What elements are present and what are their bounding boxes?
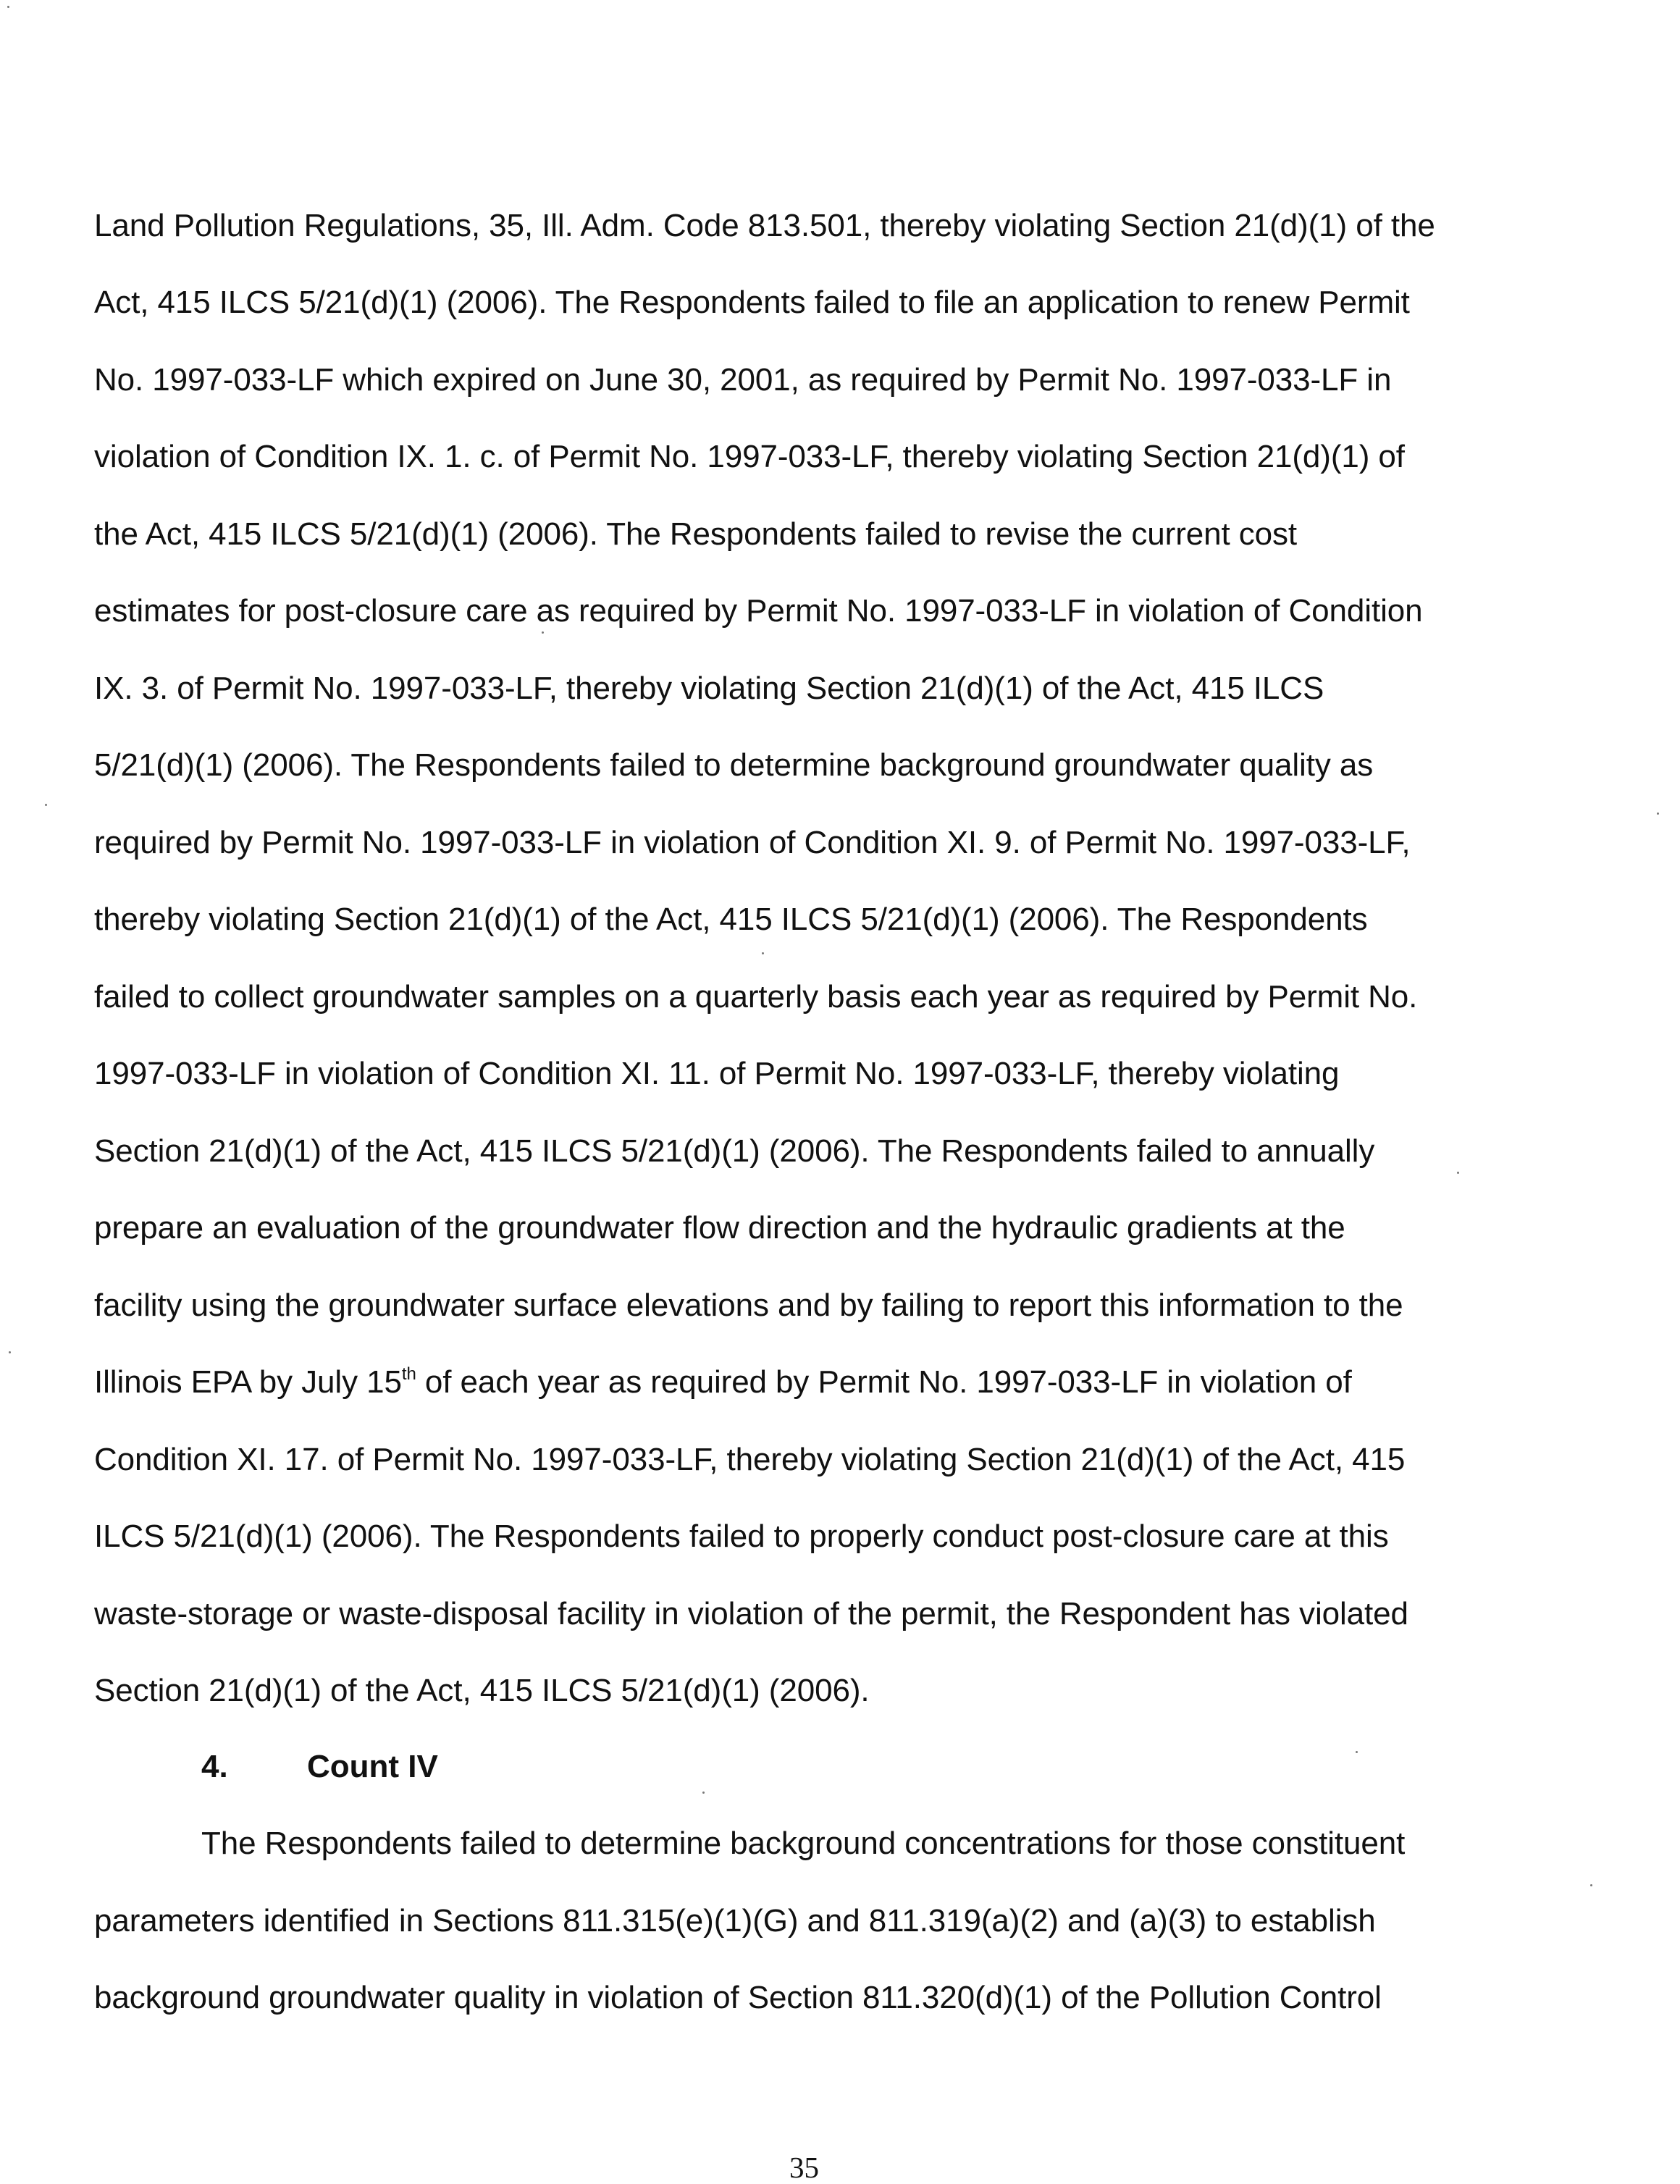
- paragraph-line: No. 1997-033-LF which expired on June 30, 2001, as required by Permit No. 1997-033-LF in: [94, 362, 1392, 398]
- count-iv-paragraph-line: parameters identified in Sections 811.315(e)(1)(G) and 811.319(a)(2) and (a)(3) to establish: [94, 1903, 1376, 1939]
- paragraph-line: ILCS 5/21(d)(1) (2006). The Respondents failed to properly conduct post-closure care at this: [94, 1519, 1389, 1554]
- scan-speck: [1356, 1751, 1358, 1753]
- paragraph-line: 1997-033-LF in violation of Condition XI. 11. of Permit No. 1997-033-LF, thereby violating: [94, 1056, 1340, 1091]
- paragraph-line: required by Permit No. 1997-033-LF in violation of Condition XI. 9. of Permit No. 1997-033-LF,: [94, 825, 1411, 860]
- paragraph-line: waste-storage or waste-disposal facility in violation of the permit, the Respondent has violated: [94, 1596, 1408, 1631]
- paragraph-line: IX. 3. of Permit No. 1997-033-LF, thereby violating Section 21(d)(1) of the Act, 415 ILCS: [94, 671, 1324, 706]
- scan-speck: [702, 1792, 705, 1794]
- scan-speck: [7, 6, 9, 8]
- paragraph-line: Section 21(d)(1) of the Act, 415 ILCS 5/21(d)(1) (2006). The Respondents failed to annually: [94, 1133, 1375, 1169]
- paragraph-line: violation of Condition IX. 1. c. of Permit No. 1997-033-LF, thereby violating Section 21(d)(1) of: [94, 439, 1405, 474]
- line-text-after-superscript: of each year as required by Permit No. 1997-033-LF in violation of: [416, 1364, 1352, 1400]
- section-number: 4.: [201, 1749, 228, 1784]
- scan-speck: [1457, 1172, 1459, 1174]
- paragraph-line: Land Pollution Regulations, 35, Ill. Adm. Code 813.501, thereby violating Section 21(d)(1) of the: [94, 208, 1435, 243]
- paragraph-line: the Act, 415 ILCS 5/21(d)(1) (2006). The Respondents failed to revise the current cost: [94, 516, 1298, 552]
- line-text-before-superscript: Illinois EPA by July 15: [94, 1364, 402, 1400]
- count-iv-paragraph-line: background groundwater quality in violation of Section 811.320(d)(1) of the Pollution Control: [94, 1980, 1382, 2015]
- count-iv-paragraph-line: The Respondents failed to determine background concentrations for those constituent: [201, 1826, 1406, 1861]
- paragraph-line: Section 21(d)(1) of the Act, 415 ILCS 5/21(d)(1) (2006).: [94, 1673, 870, 1708]
- page-number: 35: [789, 2151, 819, 2184]
- scan-speck: [762, 952, 764, 954]
- scan-speck: [1657, 812, 1659, 815]
- paragraph-line: 5/21(d)(1) (2006). The Respondents failed to determine background groundwater quality as: [94, 747, 1374, 783]
- paragraph-line: facility using the groundwater surface elevations and by failing to report this information to the: [94, 1288, 1403, 1323]
- paragraph-line-with-superscript: [94, 1366, 1352, 1398]
- paragraph-line: thereby violating Section 21(d)(1) of the Act, 415 ILCS 5/21(d)(1) (2006). The Respondents: [94, 902, 1368, 937]
- paragraph-line: failed to collect groundwater samples on a quarterly basis each year as required by Permit No.: [94, 979, 1418, 1015]
- paragraph-line: Condition XI. 17. of Permit No. 1997-033-LF, thereby violating Section 21(d)(1) of the Act, 415: [94, 1442, 1406, 1477]
- paragraph-line: prepare an evaluation of the groundwater flow direction and the hydraulic gradients at the: [94, 1210, 1345, 1246]
- scan-speck: [1590, 1884, 1592, 1886]
- scan-speck: [45, 804, 47, 806]
- scan-speck: [542, 631, 544, 634]
- scan-speck: [9, 1351, 11, 1353]
- paragraph-line: Act, 415 ILCS 5/21(d)(1) (2006). The Respondents failed to file an application to renew Permit: [94, 285, 1410, 320]
- paragraph-line: estimates for post-closure care as required by Permit No. 1997-033-LF in violation of Condition: [94, 593, 1423, 629]
- section-heading: Count IV: [307, 1749, 438, 1784]
- ordinal-superscript: th: [401, 1364, 416, 1384]
